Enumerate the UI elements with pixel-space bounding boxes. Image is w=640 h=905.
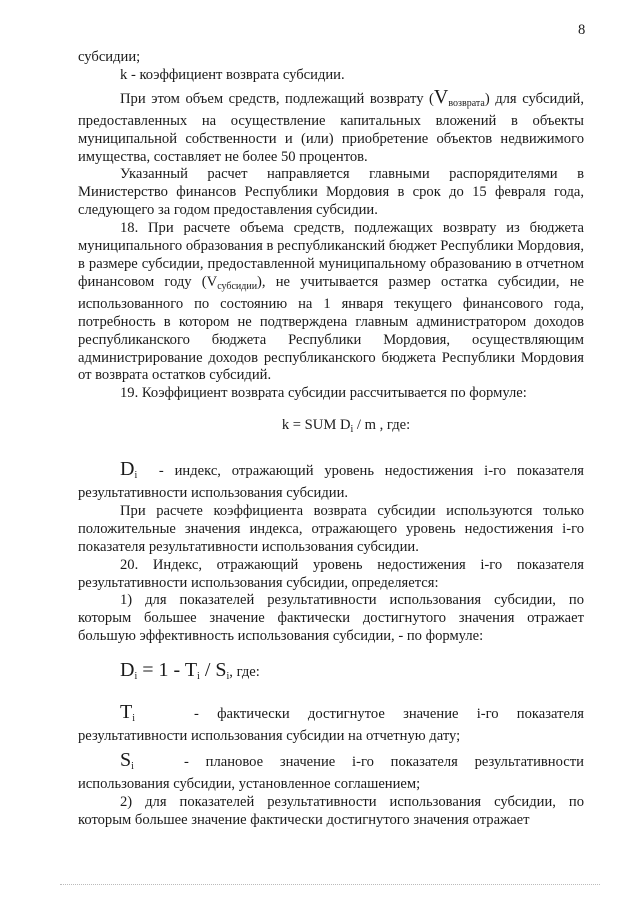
paragraph-18: 18. При расчете объема средств, подлежащих возврату из бюджета муниципального образования в республиканский бюджет Республики Мордовия, в размере субсидии, предоставленной муниципальному образованию в отчетном финансовом году $(V_{субсидии})$, не учитывается размер остатка субсидии, не использованного по состоянию на 1 января текущего финансового года, потребность в котором не подтверждена главным администратором доходов республиканского бюджета Республики Мордовия, осуществляющим администрирование доходов республиканского бюджета Республики Мордовия от возврата остатков субсидий. bbox=[78, 220, 584, 384]
paragraph-20: 20. Индекс, отражающий уровень недостижения i-го показателя результативности использования субсидии, определяется: bbox=[78, 556, 584, 591]
formula-k: k = SUM $D_i$ / m , где: bbox=[281, 417, 411, 436]
paragraph-20-2: 2) для показателей результативности использования субсидии, по которым большее значение фактически достигнутого значения отражает bbox=[78, 793, 584, 828]
k-definition: k - коэффициент возврата субсидии. bbox=[120, 66, 345, 83]
paragraph-return-volume: При этом объем средств, подлежащий возврату $(V_{возврата})$ для субсидий, предоставленных на осуществление капитальных вложений в объекты муниципальной собственности и (или) приобретение объектов недвижимого имущества, составляет не более 50 процентов. bbox=[78, 85, 585, 165]
ti-definition: $T_i$ - фактически достигнутое значение i-го показателя результативности использования субсидии на отчетную дату; bbox=[78, 701, 584, 744]
paragraph-calculation-sent: Указанный расчет направляется главными распорядителями в Министерство финансов Республики Мордовия в срок до 15 февраля года, следующего за годом предоставления субсидии. bbox=[78, 166, 584, 219]
document-body bbox=[78, 49, 584, 830]
paragraph-20-1: 1) для показателей результативности использования субсидии, по которым большее значение фактически достигнутого значения отражает большую эффективность использования субсидии, - по формуле: bbox=[78, 592, 584, 645]
paragraph-19: 19. Коэффициент возврата субсидии рассчитывается по формуле: bbox=[120, 385, 527, 402]
si-definition: $S_i$ - плановое значение i-го показателя результативности использования субсидии, установленное соглашением; bbox=[78, 748, 584, 792]
di-definition: $D_i$ - индекс, отражающий уровень недостижения i-го показателя результативности использования субсидии. bbox=[78, 458, 584, 502]
scan-edge-dots bbox=[60, 884, 600, 885]
line-subsidies: субсидии; bbox=[78, 49, 141, 65]
page-number: 8 bbox=[578, 22, 586, 38]
formula-d: $D_i = 1 - T_i / S_i$, где: bbox=[120, 659, 260, 683]
paragraph-positive-values: При расчете коэффициента возврата субсидии используются только положительные значения индекса, отражающего уровень недостижения i-го показателя результативности использования субсидии. bbox=[78, 502, 584, 555]
